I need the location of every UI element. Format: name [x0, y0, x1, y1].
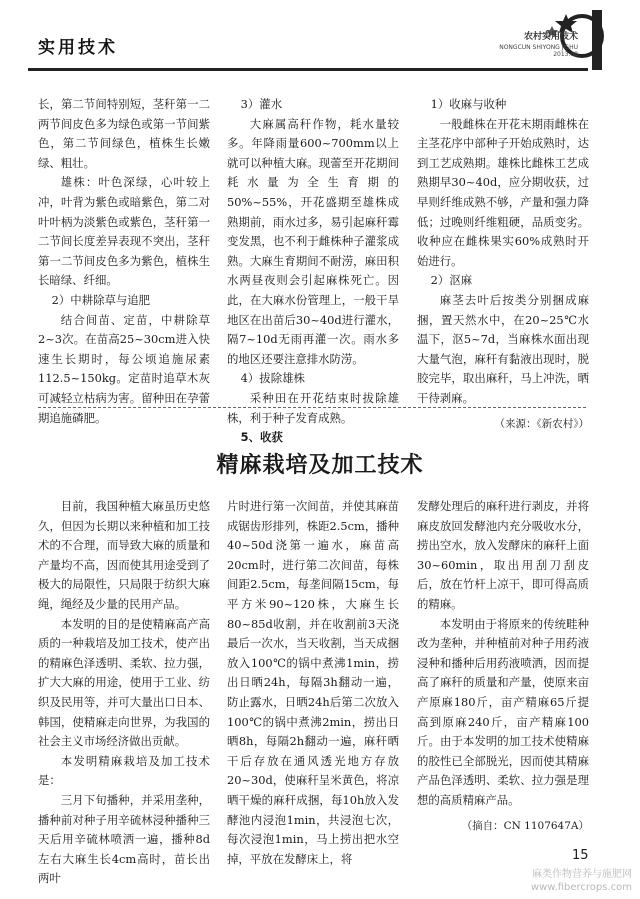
- paragraph: 一般雌株在开花末期雨雌株在主茎花序中部种子开始成熟时，达到工艺成熟期。雄株比雌株工艺成熟期早30~40d，应分期收获，过早则纤维成熟不够，产量和强力降低；过晚则纤维粗硬，品质变劣。收种应在雌株果实60%成熟时开始进行。: [417, 116, 589, 268]
- paragraph: 大麻属高秆作物，耗水量较多。年降雨量600~700mm以上就可以种植大麻。现蕾至开花期间耗水量为全生育期的50%~55%，开花盛期至雄株成熟期前，雨水过多，易引起麻秆霉变发黑，也不利于雌株种子灌浆成熟。大麻生育期间不耐涝，麻田积水两昼夜则会引起麻株死亡。因此，在大麻水份管理上，一般干旱地区在出苗后30~40d进行灌水，隔7~10d无雨再灌一次。雨水多的地区还要注意排水防涝。: [227, 116, 399, 366]
- subheading: 1）收麻与收种: [430, 97, 507, 111]
- top-column-2: [227, 95, 399, 448]
- paragraph: 发酵处理后的麻秆进行剥皮，并将麻皮放回发酵池内充分吸收水分，捞出空水，放入发酵床的麻秆上面30~60min，取出用刮刀刮皮后，放在竹杆上凉干，即可得高质的精麻。: [417, 499, 589, 611]
- watermark-site-name: 麻类作物营养与施肥网: [532, 869, 632, 880]
- paragraph: 三月下旬播种，并采用垄种，播种前对种子用辛硫林浸种播种三天后用辛硫林喷洒一遍，播种8d左右大麻生长4cm高时，苗长出两叶: [38, 792, 210, 886]
- paragraph: 麻茎去叶后按类分别捆成麻捆，置天然水中，在20~25℃水温下，沤5~7d，当麻株水面出现大量气泡，麻秆有黏液出现时，脱胶完毕，取出麻秆，马上冲洗，晒干待剥麻。: [417, 292, 589, 405]
- paragraph: 采种田在开花结束时拔除雄株，利于种子发育成熟。: [227, 390, 399, 425]
- subheading: 2）中耕除草与追肥: [51, 292, 151, 307]
- section-heading: 5、收获: [240, 430, 283, 445]
- section-title: 实用技术: [38, 38, 118, 58]
- logo-subtitle: NONGCUN SHIYONG JISHU 2013.08: [499, 44, 578, 58]
- subheading: 2）沤麻: [430, 273, 473, 288]
- watermark: [464, 868, 632, 894]
- paragraph: 片时进行第一次间苗，并使其麻苗成锯齿形排列，株距2.5cm，播种40~50d浇第一遍水，麻苗高20cm时，进行第二次间苗，每株间距2.5cm，每垄间隔15cm，每平方米90~120株，大麻生长80~85d收割，并在收割前3天浇最后一次水，当天收割，当天成捆放入100℃的锅中煮沸1min，捞出日晒24h，每隔3h翻动一遍，防止露水，日晒24h后第二次放入100℃的锅中煮沸2min，捞出日晒8h，每隔2h翻动一遍，麻秆晒干后存放在通风透光地方存放20~30d，使麻秆呈米黄色，将凉晒干燥的麻秆成捆，每10h放入发酵池内浸泡1min，共浸泡七次，每次浸泡1min，马上捞出把水空掉，平放在发酵床上，将: [227, 499, 399, 866]
- watermark-url: www.fibercrops.com: [530, 882, 632, 893]
- paragraph: 本发明由于将原来的传统畦种改为垄种，并种植前对种子用药液浸种和播种后用药液喷洒，因而提高了麻秆的质量和产量，使原来亩产原麻180斤，亩产精麻65斤提高到原麻240斤，亩产精麻100斤。由于本发明的加工技术使精麻的胶性已全部脱光，因而使其精麻产品色泽透明、柔软、拉力强是理想的高质精麻产品。: [417, 616, 589, 807]
- top-column-1: [38, 95, 210, 428]
- article-column-2: [227, 497, 399, 869]
- article-column-1: [38, 497, 210, 889]
- paragraph: 本发明精麻栽培及加工技术是：: [38, 753, 210, 788]
- article-column-3: [417, 497, 589, 836]
- paragraph: 本发明的目的是使精麻高产高质的一种栽培及加工技术，使产出的精麻色泽透明、柔软、拉力强，扩大大麻的用途，使用于工业、纺织及民用等，并可大量出口日本、韩国，使精麻走向世界，为我国的社会主义市场经济做出贡献。: [38, 616, 210, 749]
- paragraph: 长，第二节间特别短，茎秆第一二两节间皮色多为绿色或第一节间紫色，第二节间绿色，植株生长嫩绿、粗壮。: [38, 97, 210, 170]
- logo-text: 农村实用技术: [523, 32, 578, 42]
- subheading: 3）灌水: [240, 97, 283, 111]
- paragraph: 目前，我国种植大麻虽历史悠久，但因为长期以来种植和加工技术的不合理，而导致大麻的质量和产量均不高，因而使其用途受到了极大的局限性，只局限于纺织大麻绳，绳经及少量的民用产品。: [38, 499, 210, 611]
- article-title: 精麻栽培及加工技术: [216, 453, 424, 478]
- paragraph: 结合间苗、定苗，中耕除草2~3次。在苗高25~30cm进入快速生长期时，每公顷追施尿素112.5~150kg。定苗时追草木灰可减轻立枯病为害。留种田在孕蕾期追施磷肥。: [38, 312, 210, 425]
- page-number: 15: [572, 848, 589, 863]
- paragraph: 雄株：叶色深绿，心叶较上冲，叶背为紫色或暗紫色，第二对叶叶柄为淡紫色或紫色，茎秆第一二节间长度差异表现不突出，茎秆第一二节间皮色多为紫色，植株生长暗绿、纤细。: [38, 175, 210, 288]
- top-column-3: [417, 95, 589, 434]
- source-citation: （来源：《新农村》）: [494, 417, 589, 430]
- source-citation: （摘自：CN 1107647A）: [461, 819, 589, 832]
- section-divider: [38, 407, 586, 408]
- subheading: 4）拔除雄株: [240, 371, 305, 386]
- page-header: [0, 0, 640, 86]
